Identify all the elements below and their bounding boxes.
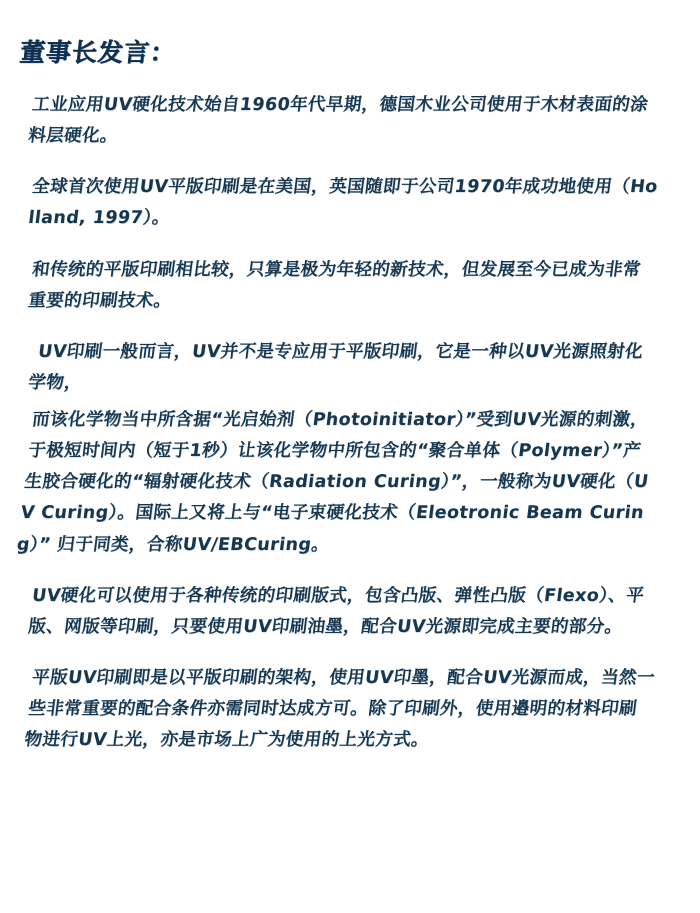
paragraph-2: 全球首次使用UV平版印刷是在美国，英国随即于公司1970年成功地使用（Holland, 1997）。 (27, 177, 659, 229)
paragraph-4: UV印刷一般而言，UV并不是专应用于平版印刷，它是一种以UV光源照射化学物， (27, 341, 645, 393)
paragraph-1: 工业应用UV硬化技术始自1960年代早期，德国木业公司使用于木材表面的涂料层硬化。 (27, 95, 650, 147)
paragraph-7: 平版UV印刷即是以平版印刷的架构，使用UV印墨，配合UV光源而成，当然一些非常重要的配合条件亦需同时达成方可。除了印刷外，使用邉明的材料印刷物进行UV上光，亦是市场上广为使用的上光方式。 (23, 668, 657, 751)
paragraph-5: 而该化学物当中所含据“光启始剂（Photoinitiator）”受到UV光源的刺激，于极短时间内（短于1秒）让该化学物中所包含的“聚合单体（Polymer）”产生胶合硬化的“辐射硬化技术（Radiation Curing）”，一般称为UV硬化（UV Curing）。国际上又将上与“电子束硬化技术（Eleotronic Beam Curing）” 归于同类，合称UV/EBCuring。 (15, 410, 650, 555)
paragraph-6: UV硬化可以使用于各种传统的印刷版式，包含凸版、弹性凸版（Flexo）、平版、网版等印刷，只要使用UV印刷油墨，配合UV光源即完成主要的部分。 (27, 585, 646, 637)
page-title: 董事长发言： (18, 38, 178, 67)
document-body (15, 90, 660, 757)
paragraph-3: 和传统的平版印刷相比较，只算是极为年轻的新技术，但发展至今已成为非常重要的印刷技术。 (27, 259, 642, 311)
